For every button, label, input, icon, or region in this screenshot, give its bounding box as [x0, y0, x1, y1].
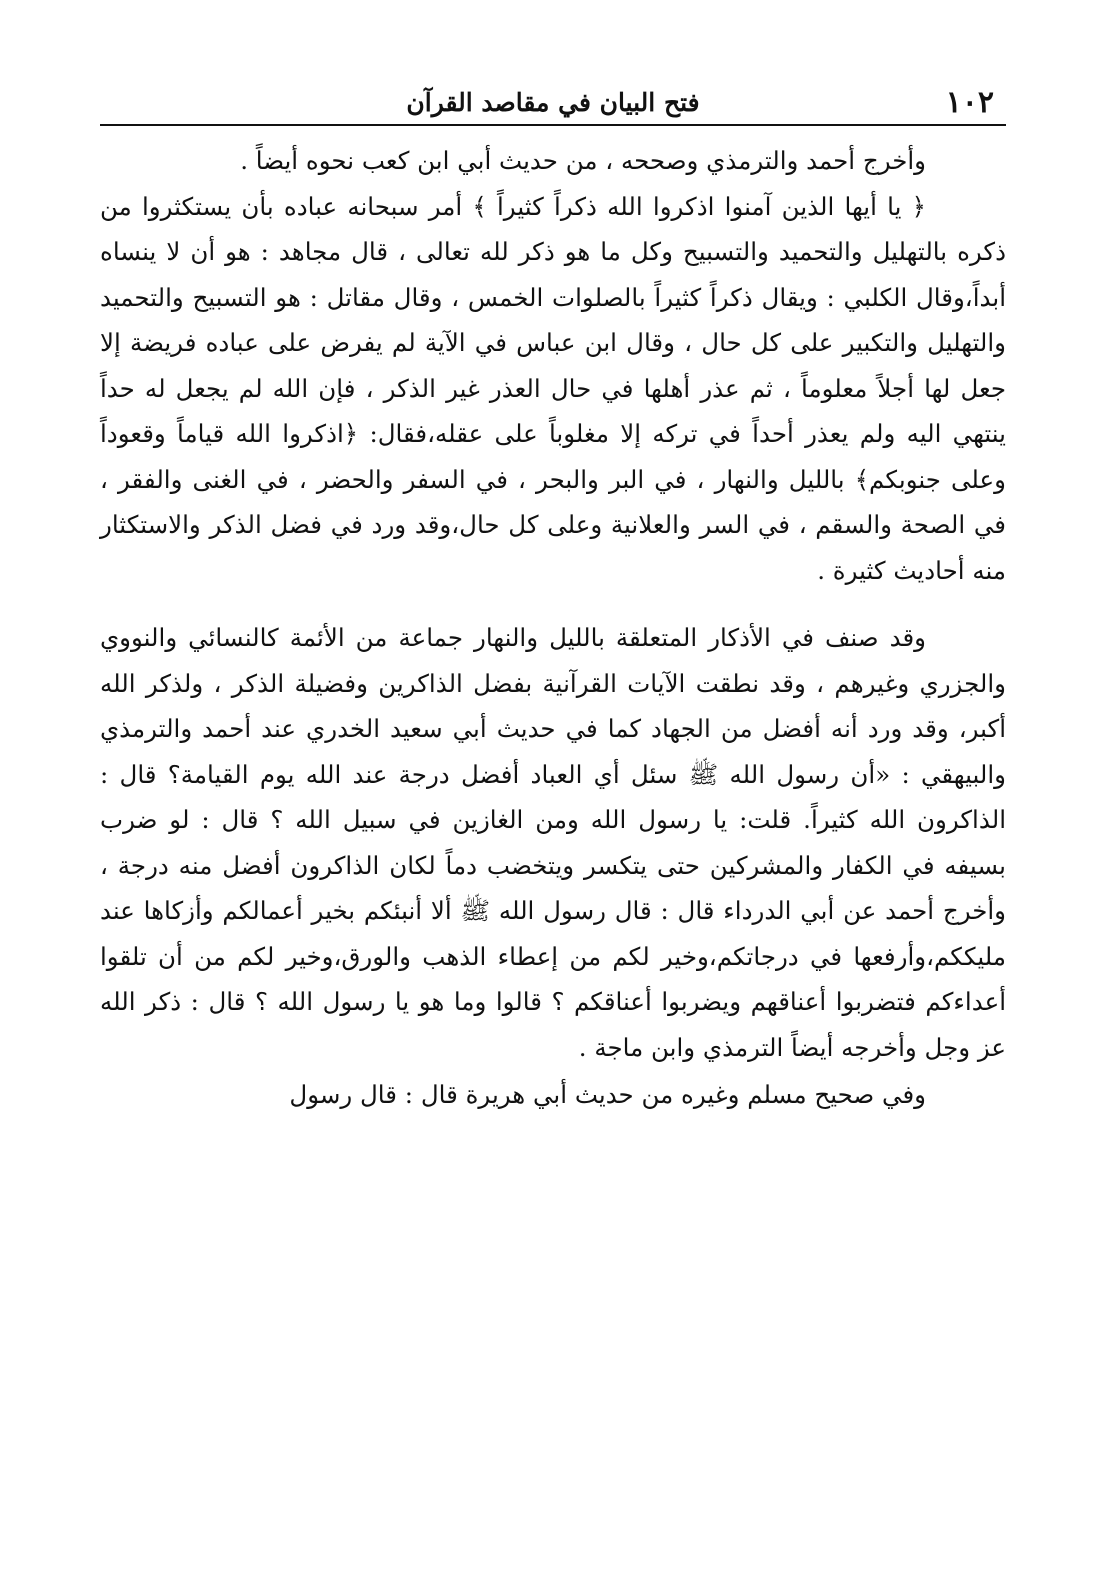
page-number: ١٠٢	[945, 85, 994, 120]
paragraph-virtue-of-dhikr: وقد صنف في الأذكار المتعلقة بالليل والنهار جماعة من الأئمة كالنسائي والنووي والجزري وغيرهم ، وقد نطقت الآيات القرآنية بفضل الذاكرين وفضيلة الذكر ، ولذكر الله أكبر، وقد ورد أنه أفضل من الجهاد كما في حديث أبي سعيد الخدري عند أحمد والترمذي والبيهقي : «أن رسول الله ﷺ سئل أي العباد أفضل درجة عند الله يوم القيامة؟ قال : الذاكرون الله كثيراً. قلت: يا رسول الله ومن الغازين في سبيل الله ؟ قال : لو ضرب بسيفه في الكفار والمشركين حتى يتكسر ويتخضب دماً لكان الذاكرون أفضل منه درجة ، وأخرج أحمد عن أبي الدرداء قال : قال رسول الله ﷺ ألا أنبئكم بخير أعمالكم وأزكاها عند مليككم،وأرفعها في درجاتكم،وخير لكم من إعطاء الذهب والورق،وخير لكم من أن تلقوا أعداءكم فتضربوا أعناقهم ويضربوا أعناقكم ؟ قالوا وما هو يا رسول الله ؟ قال : ذكر الله عز وجل وأخرجه أيضاً الترمذي وابن ماجة .	[100, 623, 1006, 1062]
running-title: فتح البيان في مقاصد القرآن	[406, 88, 700, 117]
paragraph-verse-commentary: ﴿ يا أيها الذين آمنوا اذكروا الله ذكراً كثيراً ﴾ أمر سبحانه عباده بأن يستكثروا من ذكره بالتهليل والتحميد والتسبيح وكل ما هو ذكر لله تعالى ، قال مجاهد : هو أن لا ينساه أبداً،وقال الكلبي : ويقال ذكراً كثيراً بالصلوات الخمس ، وقال مقاتل : هو التسبيح والتحميد والتهليل والتكبير على كل حال ، وقال ابن عباس في الآية لم يفرض على عباده فريضة إلا جعل لها أجلاً معلوماً ، ثم عذر أهلها في حال العذر غير الذكر ، فإن الله لم يجعل له حداً ينتهي اليه ولم يعذر أحداً في تركه إلا مغلوباً على عقله،فقال: ﴿اذكروا الله قياماً وقعوداً وعلى جنوبكم﴾ بالليل والنهار ، في البر والبحر ، في السفر والحضر ، في الغنى والفقر ، في الصحة والسقم ، في السر والعلانية وعلى كل حال،وقد ورد في فضل الذكر والاستكثار منه أحاديث كثيرة .	[100, 191, 1006, 585]
paragraph-sahih-muslim: وفي صحيح مسلم وغيره من حديث أبي هريرة قال : قال رسول	[289, 1080, 926, 1109]
running-header	[100, 84, 1006, 126]
paragraph-hadith-ubayy: وأخرج أحمد والترمذي وصححه ، من حديث أبي ابن كعب نحوه أيضاً .	[240, 146, 926, 175]
body-text	[100, 138, 1006, 1118]
paragraph-spacer	[100, 593, 1006, 615]
